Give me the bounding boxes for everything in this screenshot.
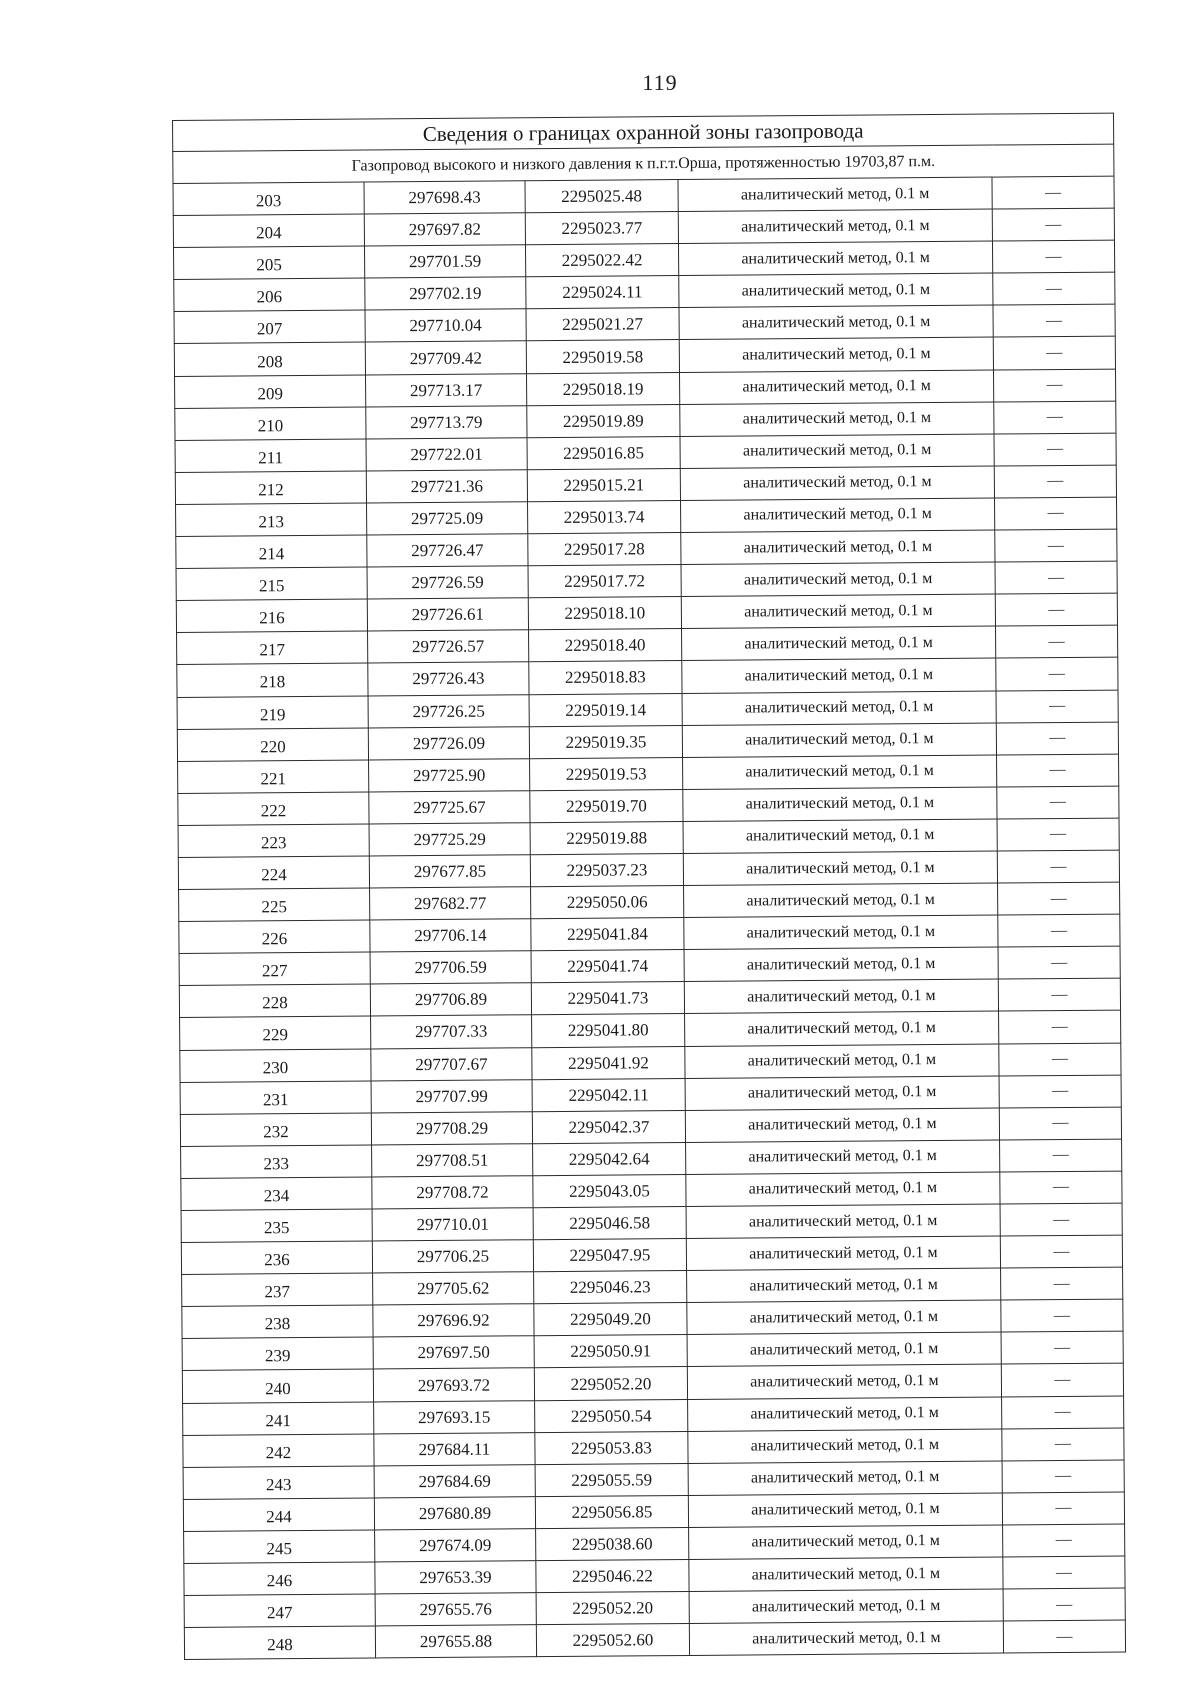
table-title: Сведения о границах охранной зоны газопровода [173, 113, 1114, 151]
y-coordinate-cell: 2295022.42 [525, 244, 678, 277]
point-number-cell: 220 [177, 728, 368, 762]
method-cell: аналитический метод, 0.1 м [679, 370, 993, 405]
note-cell: — [993, 369, 1115, 402]
y-coordinate-cell: 2295038.60 [536, 1527, 689, 1560]
note-cell: — [992, 240, 1114, 273]
point-number-cell: 215 [176, 567, 367, 601]
x-coordinate-cell: 297706.89 [370, 983, 531, 1016]
method-cell: аналитический метод, 0.1 м [688, 1429, 1002, 1464]
method-cell: аналитический метод, 0.1 м [681, 498, 995, 533]
x-coordinate-cell: 297726.43 [368, 662, 529, 695]
y-coordinate-cell: 2295019.58 [526, 340, 679, 373]
x-coordinate-cell: 297726.59 [367, 566, 528, 599]
x-coordinate-cell: 297721.36 [366, 470, 527, 503]
y-coordinate-cell: 2295046.58 [533, 1206, 686, 1239]
method-cell: аналитический метод, 0.1 м [687, 1364, 1001, 1399]
y-coordinate-cell: 2295052.60 [536, 1624, 689, 1657]
y-coordinate-cell: 2295050.91 [534, 1335, 687, 1368]
x-coordinate-cell: 297696.92 [373, 1304, 534, 1337]
method-cell: аналитический метод, 0.1 м [689, 1589, 1003, 1624]
y-coordinate-cell: 2295023.77 [525, 212, 678, 245]
y-coordinate-cell: 2295049.20 [534, 1303, 687, 1336]
point-number-cell: 216 [176, 599, 367, 633]
x-coordinate-cell: 297677.85 [369, 855, 530, 888]
y-coordinate-cell: 2295042.11 [532, 1078, 685, 1111]
method-cell: аналитический метод, 0.1 м [681, 594, 995, 629]
method-cell: аналитический метод, 0.1 м [678, 241, 992, 276]
point-number-cell: 242 [183, 1434, 374, 1468]
x-coordinate-cell: 297693.15 [374, 1400, 535, 1433]
point-number-cell: 238 [182, 1305, 373, 1339]
note-cell: — [1001, 1267, 1123, 1300]
method-cell: аналитический метод, 0.1 м [689, 1621, 1003, 1656]
y-coordinate-cell: 2295025.48 [525, 180, 678, 213]
x-coordinate-cell: 297708.72 [372, 1176, 533, 1209]
x-coordinate-cell: 297697.50 [373, 1336, 534, 1369]
note-cell: — [1002, 1492, 1124, 1525]
x-coordinate-cell: 297705.62 [373, 1272, 534, 1305]
point-number-cell: 212 [175, 471, 366, 505]
method-cell: аналитический метод, 0.1 м [686, 1236, 1000, 1271]
method-cell: аналитический метод, 0.1 м [685, 1044, 999, 1079]
y-coordinate-cell: 2295017.28 [528, 533, 681, 566]
point-number-cell: 231 [180, 1081, 371, 1115]
x-coordinate-cell: 297655.88 [375, 1625, 536, 1658]
note-cell: — [996, 657, 1118, 690]
method-cell: аналитический метод, 0.1 м [687, 1300, 1001, 1335]
point-number-cell: 247 [184, 1594, 375, 1628]
note-cell: — [993, 337, 1115, 370]
x-coordinate-cell: 297653.39 [375, 1561, 536, 1594]
table-row [184, 1620, 1125, 1659]
y-coordinate-cell: 2295050.06 [531, 886, 684, 919]
x-coordinate-cell: 297709.42 [365, 341, 526, 374]
y-coordinate-cell: 2295053.83 [535, 1431, 688, 1464]
method-cell: аналитический метод, 0.1 м [683, 851, 997, 886]
x-coordinate-cell: 297707.67 [371, 1047, 532, 1080]
point-number-cell: 214 [176, 535, 367, 569]
method-cell: аналитический метод, 0.1 м [680, 434, 994, 469]
method-cell: аналитический метод, 0.1 м [679, 305, 993, 340]
method-cell: аналитический метод, 0.1 м [685, 1076, 999, 1111]
y-coordinate-cell: 2295043.05 [533, 1174, 686, 1207]
method-cell: аналитический метод, 0.1 м [678, 177, 992, 212]
x-coordinate-cell: 297680.89 [374, 1497, 535, 1530]
note-cell: — [999, 1011, 1121, 1044]
point-number-cell: 230 [180, 1048, 371, 1082]
method-cell: аналитический метод, 0.1 м [684, 947, 998, 982]
method-cell: аналитический метод, 0.1 м [683, 819, 997, 854]
note-cell: — [996, 722, 1118, 755]
x-coordinate-cell: 297697.82 [364, 213, 525, 246]
y-coordinate-cell: 2295018.10 [528, 597, 681, 630]
point-number-cell: 245 [184, 1530, 375, 1564]
point-number-cell: 210 [175, 407, 366, 441]
table-body [173, 113, 1126, 1660]
note-cell: — [998, 946, 1120, 979]
y-coordinate-cell: 2295042.64 [533, 1142, 686, 1175]
note-cell: — [995, 529, 1117, 562]
y-coordinate-cell: 2295019.35 [529, 725, 682, 758]
note-cell: — [1001, 1331, 1123, 1364]
y-coordinate-cell: 2295046.23 [534, 1271, 687, 1304]
point-number-cell: 206 [174, 278, 365, 312]
y-coordinate-cell: 2295037.23 [530, 853, 683, 886]
note-cell: — [1001, 1299, 1123, 1332]
x-coordinate-cell: 297726.25 [368, 694, 529, 727]
method-cell: аналитический метод, 0.1 м [682, 626, 996, 661]
y-coordinate-cell: 2295017.72 [528, 565, 681, 598]
y-coordinate-cell: 2295019.14 [529, 693, 682, 726]
y-coordinate-cell: 2295015.21 [527, 468, 680, 501]
y-coordinate-cell: 2295056.85 [535, 1495, 688, 1528]
note-cell: — [995, 593, 1117, 626]
note-cell: — [1003, 1588, 1125, 1621]
x-coordinate-cell: 297682.77 [370, 887, 531, 920]
x-coordinate-cell: 297655.76 [375, 1593, 536, 1626]
note-cell: — [997, 818, 1119, 851]
method-cell: аналитический метод, 0.1 м [687, 1332, 1001, 1367]
x-coordinate-cell: 297722.01 [366, 437, 527, 470]
note-cell: — [997, 850, 1119, 883]
note-cell: — [993, 272, 1115, 305]
y-coordinate-cell: 2295019.70 [530, 789, 683, 822]
note-cell: — [1002, 1460, 1124, 1493]
point-number-cell: 204 [173, 214, 364, 248]
y-coordinate-cell: 2295016.85 [527, 436, 680, 469]
point-number-cell: 221 [178, 760, 369, 794]
note-cell: — [1001, 1364, 1123, 1397]
x-coordinate-cell: 297674.09 [375, 1529, 536, 1562]
x-coordinate-cell: 297726.61 [367, 598, 528, 631]
point-number-cell: 217 [177, 631, 368, 665]
x-coordinate-cell: 297706.59 [370, 951, 531, 984]
point-number-cell: 234 [181, 1177, 372, 1211]
boundary-coordinates-table [172, 113, 1126, 1661]
note-cell: — [997, 786, 1119, 819]
note-cell: — [998, 914, 1120, 947]
method-cell: аналитический метод, 0.1 м [685, 1011, 999, 1046]
point-number-cell: 239 [182, 1337, 373, 1371]
point-number-cell: 207 [174, 310, 365, 344]
y-coordinate-cell: 2295055.59 [535, 1463, 688, 1496]
method-cell: аналитический метод, 0.1 м [682, 723, 996, 758]
note-cell: — [994, 497, 1116, 530]
method-cell: аналитический метод, 0.1 м [680, 402, 994, 437]
point-number-cell: 226 [179, 920, 370, 954]
note-cell: — [1000, 1203, 1122, 1236]
y-coordinate-cell: 2295041.80 [532, 1014, 685, 1047]
note-cell: — [1002, 1428, 1124, 1461]
point-number-cell: 240 [182, 1369, 373, 1403]
x-coordinate-cell: 297725.67 [369, 790, 530, 823]
note-cell: — [998, 882, 1120, 915]
method-cell: аналитический метод, 0.1 м [689, 1525, 1003, 1560]
x-coordinate-cell: 297726.09 [368, 726, 529, 759]
point-number-cell: 223 [178, 824, 369, 858]
point-number-cell: 219 [177, 695, 368, 729]
method-cell: аналитический метод, 0.1 м [685, 1108, 999, 1143]
method-cell: аналитический метод, 0.1 м [682, 691, 996, 726]
note-cell: — [995, 561, 1117, 594]
note-cell: — [1002, 1396, 1124, 1429]
coordinates-sheet [172, 113, 1125, 1661]
point-number-cell: 232 [180, 1113, 371, 1147]
point-number-cell: 233 [181, 1145, 372, 1179]
method-cell: аналитический метод, 0.1 м [689, 1557, 1003, 1592]
note-cell: — [996, 625, 1118, 658]
note-cell: — [999, 1075, 1121, 1108]
table-subtitle: Газопровод высокого и низкого давления к п.г.т.Орша, протяженностью 19703,87 п.м. [173, 144, 1114, 183]
note-cell: — [1003, 1524, 1125, 1557]
method-cell: аналитический метод, 0.1 м [684, 915, 998, 950]
y-coordinate-cell: 2295013.74 [528, 500, 681, 533]
point-number-cell: 222 [178, 792, 369, 826]
note-cell: — [993, 304, 1115, 337]
point-number-cell: 213 [176, 503, 367, 537]
x-coordinate-cell: 297710.04 [365, 309, 526, 342]
point-number-cell: 227 [179, 952, 370, 986]
point-number-cell: 208 [174, 342, 365, 376]
note-cell: — [992, 208, 1114, 241]
method-cell: аналитический метод, 0.1 м [686, 1204, 1000, 1239]
method-cell: аналитический метод, 0.1 м [684, 979, 998, 1014]
point-number-cell: 235 [181, 1209, 372, 1243]
y-coordinate-cell: 2295047.95 [533, 1239, 686, 1272]
x-coordinate-cell: 297701.59 [364, 245, 525, 278]
y-coordinate-cell: 2295024.11 [526, 276, 679, 309]
x-coordinate-cell: 297710.01 [372, 1208, 533, 1241]
method-cell: аналитический метод, 0.1 м [683, 755, 997, 790]
y-coordinate-cell: 2295019.53 [530, 757, 683, 790]
method-cell: аналитический метод, 0.1 м [681, 530, 995, 565]
point-number-cell: 203 [173, 182, 364, 216]
y-coordinate-cell: 2295019.89 [527, 404, 680, 437]
note-cell: — [996, 690, 1118, 723]
point-number-cell: 209 [175, 375, 366, 409]
x-coordinate-cell: 297708.29 [371, 1111, 532, 1144]
method-cell: аналитический метод, 0.1 м [686, 1140, 1000, 1175]
method-cell: аналитический метод, 0.1 м [686, 1172, 1000, 1207]
x-coordinate-cell: 297706.14 [370, 919, 531, 952]
x-coordinate-cell: 297726.57 [368, 630, 529, 663]
x-coordinate-cell: 297713.79 [366, 405, 527, 438]
method-cell: аналитический метод, 0.1 м [682, 658, 996, 693]
point-number-cell: 228 [179, 984, 370, 1018]
point-number-cell: 246 [184, 1562, 375, 1596]
note-cell: — [1003, 1556, 1125, 1589]
note-cell: — [997, 754, 1119, 787]
point-number-cell: 248 [184, 1626, 375, 1660]
x-coordinate-cell: 297706.25 [372, 1240, 533, 1273]
x-coordinate-cell: 297725.90 [369, 758, 530, 791]
point-number-cell: 205 [174, 246, 365, 280]
method-cell: аналитический метод, 0.1 м [679, 338, 993, 373]
method-cell: аналитический метод, 0.1 м [688, 1397, 1002, 1432]
x-coordinate-cell: 297707.99 [371, 1079, 532, 1112]
y-coordinate-cell: 2295041.74 [531, 950, 684, 983]
note-cell: — [1000, 1235, 1122, 1268]
point-number-cell: 237 [182, 1273, 373, 1307]
point-number-cell: 218 [177, 663, 368, 697]
note-cell: — [1003, 1620, 1125, 1653]
point-number-cell: 225 [179, 888, 370, 922]
page-number: 119 [642, 70, 678, 95]
y-coordinate-cell: 2295021.27 [526, 308, 679, 341]
method-cell: аналитический метод, 0.1 м [688, 1493, 1002, 1528]
x-coordinate-cell: 297698.43 [364, 181, 525, 214]
y-coordinate-cell: 2295052.20 [534, 1367, 687, 1400]
y-coordinate-cell: 2295052.20 [536, 1592, 689, 1625]
point-number-cell: 241 [183, 1402, 374, 1436]
note-cell: — [994, 401, 1116, 434]
method-cell: аналитический метод, 0.1 м [681, 562, 995, 597]
y-coordinate-cell: 2295041.73 [531, 982, 684, 1015]
x-coordinate-cell: 297693.72 [373, 1368, 534, 1401]
point-number-cell: 229 [180, 1016, 371, 1050]
x-coordinate-cell: 297726.47 [367, 534, 528, 567]
y-coordinate-cell: 2295041.92 [532, 1046, 685, 1079]
note-cell: — [999, 1107, 1121, 1140]
y-coordinate-cell: 2295019.88 [530, 821, 683, 854]
method-cell: аналитический метод, 0.1 м [688, 1461, 1002, 1496]
x-coordinate-cell: 297713.17 [366, 373, 527, 406]
y-coordinate-cell: 2295041.84 [531, 918, 684, 951]
note-cell: — [994, 465, 1116, 498]
y-coordinate-cell: 2295018.19 [527, 372, 680, 405]
point-number-cell: 236 [181, 1241, 372, 1275]
note-cell: — [999, 1043, 1121, 1076]
x-coordinate-cell: 297684.69 [374, 1464, 535, 1497]
method-cell: аналитический метод, 0.1 м [678, 209, 992, 244]
method-cell: аналитический метод, 0.1 м [687, 1268, 1001, 1303]
x-coordinate-cell: 297708.51 [372, 1144, 533, 1177]
y-coordinate-cell: 2295042.37 [532, 1110, 685, 1143]
y-coordinate-cell: 2295050.54 [535, 1399, 688, 1432]
x-coordinate-cell: 297707.33 [371, 1015, 532, 1048]
point-number-cell: 224 [178, 856, 369, 890]
point-number-cell: 211 [175, 439, 366, 473]
method-cell: аналитический метод, 0.1 м [684, 883, 998, 918]
y-coordinate-cell: 2295018.83 [529, 661, 682, 694]
note-cell: — [994, 433, 1116, 466]
x-coordinate-cell: 297725.09 [367, 502, 528, 535]
method-cell: аналитический метод, 0.1 м [680, 466, 994, 501]
note-cell: — [1000, 1139, 1122, 1172]
method-cell: аналитический метод, 0.1 м [683, 787, 997, 822]
point-number-cell: 244 [183, 1498, 374, 1532]
x-coordinate-cell: 297684.11 [374, 1432, 535, 1465]
note-cell: — [1000, 1171, 1122, 1204]
point-number-cell: 243 [183, 1466, 374, 1500]
y-coordinate-cell: 2295018.40 [529, 629, 682, 662]
y-coordinate-cell: 2295046.22 [536, 1560, 689, 1593]
note-cell: — [992, 176, 1114, 209]
x-coordinate-cell: 297702.19 [365, 277, 526, 310]
x-coordinate-cell: 297725.29 [369, 823, 530, 856]
method-cell: аналитический метод, 0.1 м [679, 273, 993, 308]
note-cell: — [998, 978, 1120, 1011]
